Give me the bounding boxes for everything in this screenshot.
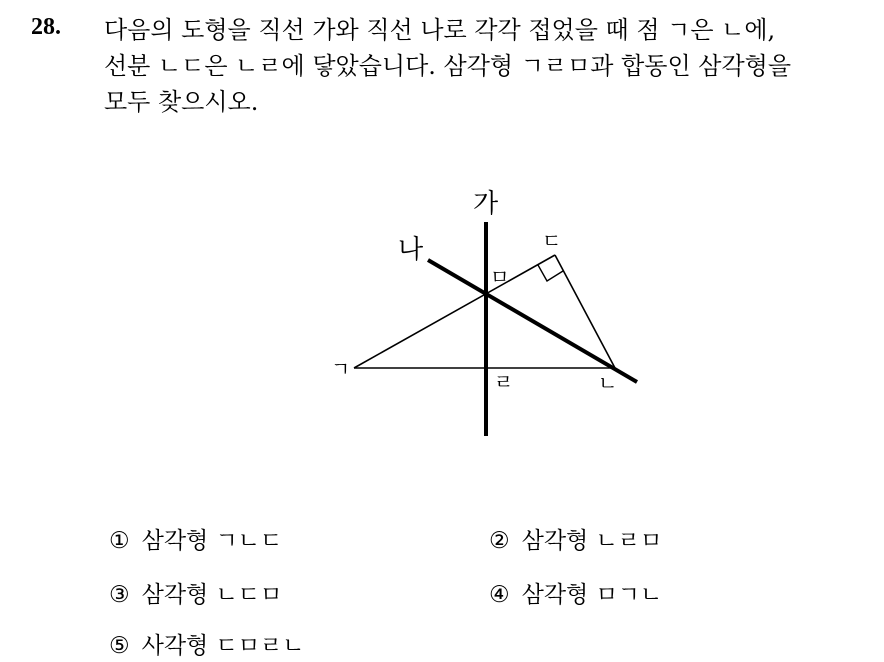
choice-2-number: ② (489, 528, 510, 554)
point-label-digeut: ㄷ (542, 229, 562, 253)
point-label-nieun: ㄴ (598, 371, 618, 395)
choice-4-number: ④ (489, 582, 510, 608)
choice-5-text: 사각형 ㄷㅁㄹㄴ (141, 633, 305, 659)
right-angle-mark (538, 265, 563, 281)
choice-4-text: 삼각형 ㅁㄱㄴ (521, 582, 663, 608)
line-label-na: 나 (398, 235, 424, 265)
choice-1-text: 삼각형 ㄱㄴㄷ (141, 528, 283, 554)
choice-1-number: ① (109, 528, 130, 554)
question-line-1: 다음의 도형을 직선 가와 직선 나로 각각 접었을 때 점 ㄱ은 ㄴ에, (104, 16, 776, 44)
choice-2-text: 삼각형 ㄴㄹㅁ (521, 528, 663, 554)
question-line-2: 선분 ㄴㄷ은 ㄴㄹ에 닿았습니다. 삼각형 ㄱㄹㅁ과 합동인 삼각형을 (104, 52, 791, 80)
choice-5-number: ⑤ (109, 633, 130, 659)
choice-5[interactable] (109, 627, 304, 660)
point-label-giyeok: ㄱ (331, 357, 351, 381)
fold-line-na (428, 260, 637, 382)
choice-4[interactable] (489, 576, 662, 609)
segment-giyeok-digeut (354, 255, 555, 368)
choice-3[interactable] (109, 576, 282, 609)
choice-1[interactable] (109, 522, 282, 555)
point-label-mieum: ㅁ (490, 265, 510, 289)
choice-3-number: ③ (109, 582, 130, 608)
line-label-ga: 가 (473, 189, 499, 219)
question-line-3: 모두 찾으시오. (104, 88, 259, 116)
point-label-rieul: ㄹ (494, 370, 514, 394)
choice-2[interactable] (489, 522, 662, 555)
choice-3-text: 삼각형 ㄴㄷㅁ (141, 582, 283, 608)
question-number: 28. (31, 14, 61, 40)
